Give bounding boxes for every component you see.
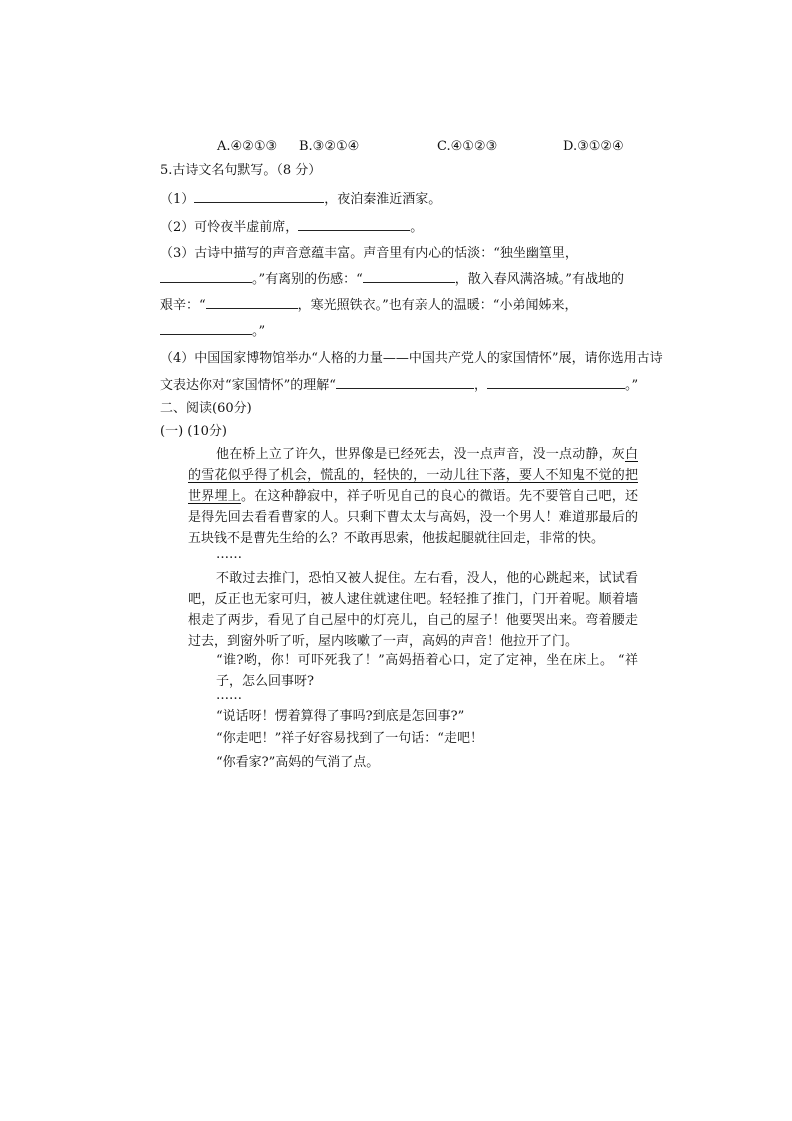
option-c: C.④①②③: [437, 139, 498, 154]
ellipsis: ……: [216, 547, 242, 562]
q5-item-3-line-2-b: ，散入春风满洛城。”有战地的: [454, 272, 624, 287]
passage-paragraph-2: 不敢过去推门，恐怕又被人捉住。左右看，没人，他的心跳起来，试试看吧，反正也无家可归，被人逮住就逮住吧。轻轻推了推门，门开着呢。顺着墙根走了两步，看见了自己屋中的灯亮儿，自己的屋子！他要哭出来。弯着腰走过去，到窗外听了听，屋内咳嗽了一声，高妈的声音！他拉开了门。: [188, 571, 638, 649]
q5-item-4-line-2-a: 文表达你对“家国情怀”的理解“: [160, 378, 336, 393]
q5-item-3-line-4: [160, 322, 265, 341]
section-2-title: 二、阅读(60分): [160, 401, 252, 416]
option-d: D.③①②④: [563, 139, 624, 154]
q5-item-4-line-2: [160, 376, 638, 395]
q5-item-3-line-2-a: 。”有离别的伤感：“: [252, 272, 363, 287]
passage-paragraph-5: “你走吧！”祥子好容易找到了一句话：“走吧！: [216, 731, 483, 746]
option-b: B.③②①④: [299, 139, 360, 154]
q5-item-4-line-1: （4）中国国家博物馆举办“人格的力量——中国共产党人的家国情怀”展，请你选用古诗: [160, 351, 663, 366]
passage-p1-end: 。在这种静寂中，祥子听见自己的良心的微语。先不要管自己吧，还是得先回去看看曹家的人。只剩下曹太太与高妈，没一个男人！难道那最后的五块钱不是曹先生给的么？不敢再思索，他拔起腿就往回走，非常的快。: [188, 489, 638, 546]
question-5-title: 5.古诗文名句默写。（8 分）: [160, 163, 322, 178]
q5-item-3-line-1: （3）古诗中描写的声音意蕴丰富。声音里有内心的恬淡：“独坐幽篁里，: [160, 246, 578, 261]
answer-blank[interactable]: [160, 270, 252, 283]
q5-item-3-line-4-tail: 。”: [252, 324, 266, 339]
answer-blank[interactable]: [206, 296, 298, 309]
part-1-title: (一) (10分): [160, 424, 227, 439]
passage-paragraph-3: “谁?哟，你！可吓死我了！”高妈捂着心口，定了定神，坐在床上。 “祥子，怎么回事呀?: [216, 653, 638, 689]
q5-item-3-line-2: [160, 270, 624, 289]
q5-item-4-line-2-c: 。”: [624, 378, 639, 393]
answer-blank[interactable]: [363, 270, 455, 283]
answer-blank[interactable]: [160, 322, 252, 335]
q5-item-4-line-2-b: ，: [473, 378, 487, 393]
passage-paragraph-4: “说话呀！愣着算得了事吗?到底是怎回事?”: [216, 709, 465, 724]
answer-blank[interactable]: [194, 190, 324, 203]
answer-blank[interactable]: [336, 376, 474, 389]
q5-item-1-label: （1）: [160, 192, 195, 207]
q5-item-3-line-3: [160, 296, 577, 315]
q5-item-1: [160, 190, 441, 209]
answer-blank[interactable]: [487, 376, 625, 389]
q5-item-3-line-3-a: 艰辛：“: [160, 298, 206, 313]
q5-item-3-line-3-b: ，寒光照铁衣。”也有亲人的温暖：“小弟闻姊来，: [297, 298, 578, 313]
passage-p1-start: 他在桥上立了许久，世界像是已经死去，没一点声音，没一点动静，灰: [216, 447, 625, 462]
ellipsis: ……: [216, 688, 242, 703]
option-a: A.④②①③: [217, 139, 278, 154]
passage-paragraph-6: “你看家?”高妈的气消了点。: [216, 755, 380, 770]
underlined-sentence: 白的雪花似乎得了机会，慌乱的，轻快的，一动儿往下落，要人不知鬼不觉的把世界埋上: [188, 447, 638, 504]
passage-paragraph-1: [188, 444, 638, 549]
answer-blank[interactable]: [298, 218, 410, 231]
q5-item-2-tail: 。: [410, 220, 424, 235]
q5-item-2-text: （2）可怜夜半虚前席，: [160, 220, 299, 235]
q5-item-2: [160, 218, 423, 237]
q5-item-1-text: ，夜泊秦淮近酒家。: [324, 192, 442, 207]
